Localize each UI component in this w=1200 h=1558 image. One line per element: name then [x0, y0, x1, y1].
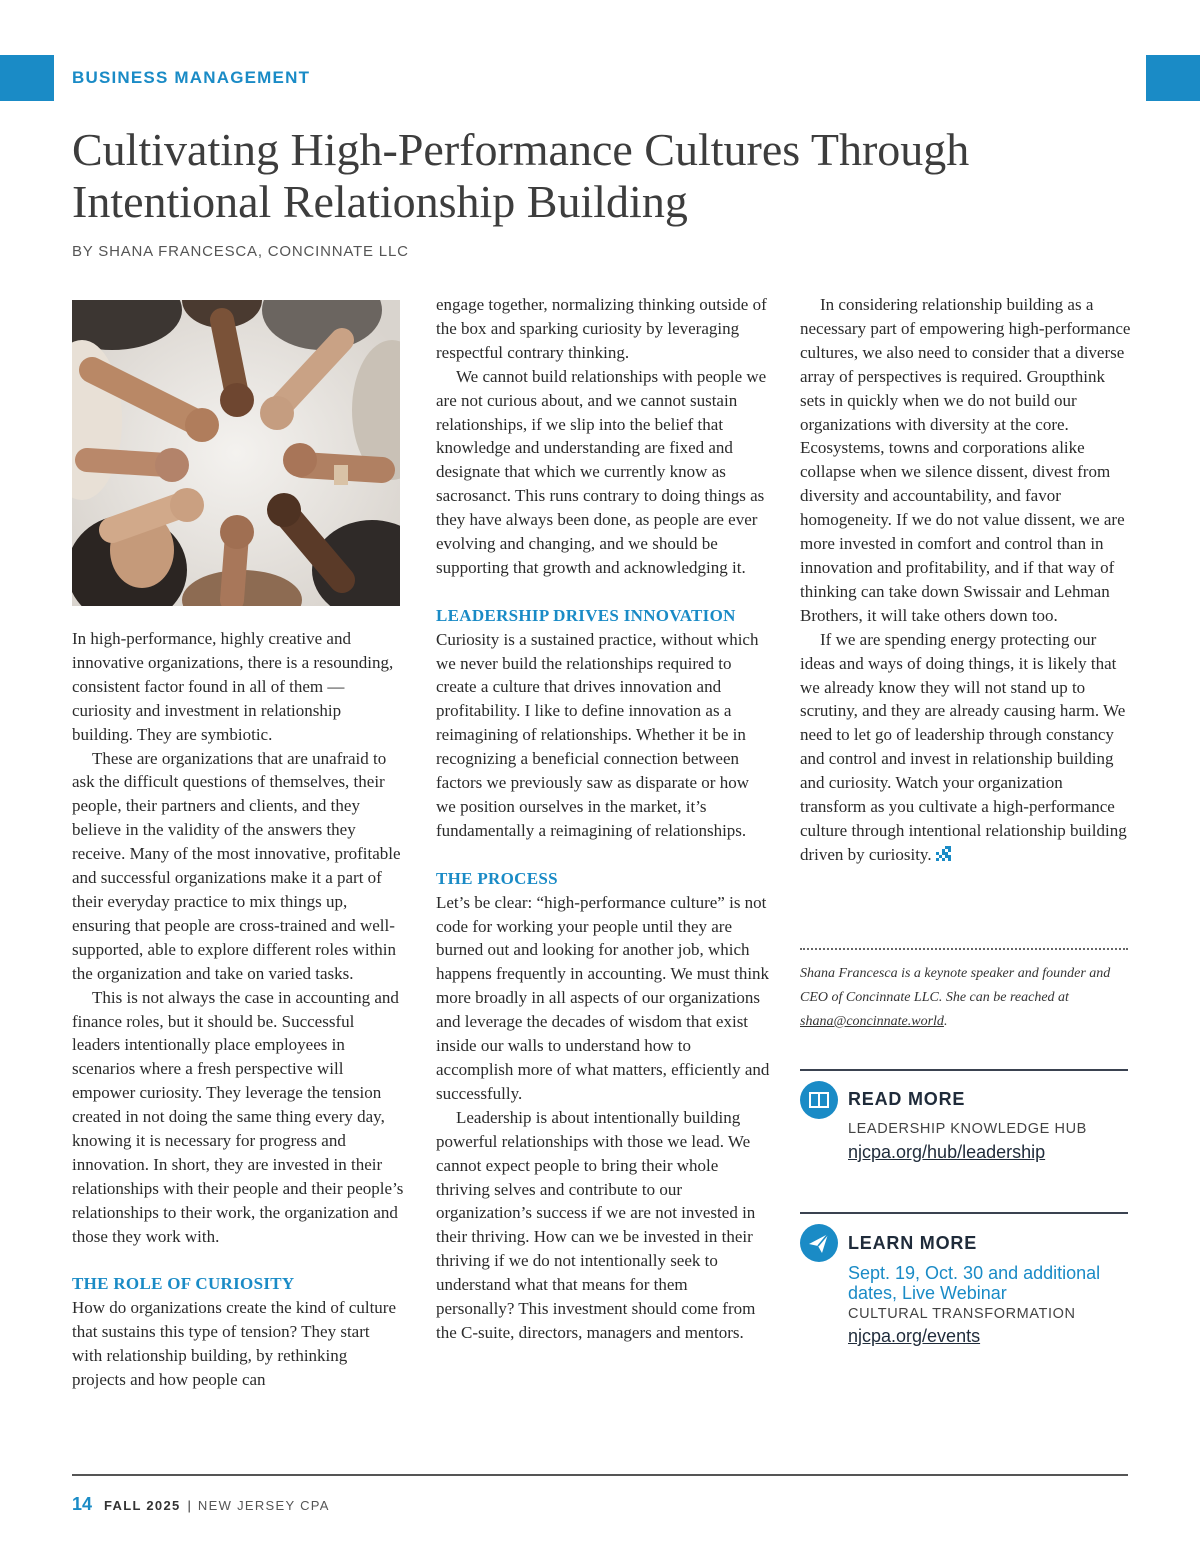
article-photo: [72, 300, 400, 606]
column-3: [800, 293, 1132, 867]
col2-paragraph-3: Curiosity is a sustained practice, without which we never build the relationships required to create a culture that drives innovation and profitability. I like to define innovation as a reimagining of relationships. Whether it be in recognizing a beneficial connection between factors we previously saw as disparate or how we position ourselves in the market, it’s fundamentally a reimagining of relationships.: [436, 629, 759, 840]
bio-divider: [800, 948, 1128, 950]
title-line-2: Intentional Relationship Building: [72, 176, 688, 227]
column-1: [72, 627, 404, 1392]
book-icon: [800, 1081, 838, 1119]
end-mark-icon: [936, 846, 951, 861]
paper-plane-icon: [800, 1224, 838, 1262]
hands-circle-illustration: [72, 300, 400, 606]
learn-more-caption: CULTURAL TRANSFORMATION: [848, 1306, 1076, 1322]
learn-more-rule: [800, 1212, 1128, 1214]
edge-tab-left: [0, 55, 54, 101]
learn-more-link[interactable]: njcpa.org/events: [848, 1326, 981, 1346]
col2-paragraph-5: Leadership is about intentionally building powerful relationships with those we lead. We cannot expect people to bring their whole thriving selves and contribute to our organization’s success if we are not invested in their thriving. How can we be invested in their thriving if we do not intentionally seek to understand what that means for them personally? This investment should come from the C-suite, directors, managers and mentors.: [436, 1107, 756, 1342]
author-email-link[interactable]: shana@concinnate.world: [800, 1014, 944, 1029]
col3-paragraph-2-text: If we are spending energy protecting our ideas and ways of doing things, it is likely that we already know they will not stand up to scrutiny, and they are already causing harm. We need to let go of leadership through constancy and control and invest in relationship building and curiosity. Watch your organization transform as you cultivate a high-performance culture through intentional relationship building driven by curiosity.: [800, 629, 1127, 864]
col3-paragraph-2: [800, 628, 1132, 867]
column-2: [436, 293, 770, 1345]
footer-rule: [72, 1474, 1128, 1476]
col2-paragraph-4: Let’s be clear: “high-performance culture” is not code for working your people until they are burned out and looking for another job, which happens frequently in accounting. We must think more broadly in all aspects of our organizations and leverage the decades of wisdom that exist inside our walls to understand how to accomplish more of what matters, efficiently and successfully.: [436, 892, 770, 1103]
col1-paragraph-3: This is not always the case in accounting and finance roles, but it should be. Successful leaders intentionally place employees in scenarios where a fresh perspective will empower curiosity. They leverage the tension created in not doing the same thing every day, knowing it is necessary for progress and innovation. In short, they are invested in their relationships with their people and their people’s relationships to their work, the organization and those they work with.: [72, 987, 404, 1246]
read-more-caption: LEADERSHIP KNOWLEDGE HUB: [848, 1121, 1087, 1137]
read-more-link[interactable]: njcpa.org/hub/leadership: [848, 1142, 1046, 1162]
author-bio: [800, 962, 1130, 1034]
learn-more-heading: LEARN MORE: [848, 1233, 977, 1253]
edge-tab-right: [1146, 55, 1200, 101]
issue-season: FALL 2025: [104, 1498, 181, 1513]
col1-paragraph-1: In high-performance, highly creative and innovative organizations, there is a resounding, consistent factor found in all of them — curiosity and investment in relationship building. They are symbiotic.: [72, 629, 394, 744]
read-more-rule: [800, 1069, 1128, 1071]
col3-paragraph-1: In considering relationship building as a necessary part of empowering high-performance cultures, we also need to consider that a diverse array of perspectives is required. Groupthink sets in quickly when we do not build our organizations with diversity at the core. Ecosystems, towns and corporations alike collapse when we silence dissent, divest from diversity and accountability, and favor homogeneity. If we do not value dissent, we are more invested in comfort and control than in innovation and profitability, and if that way of thinking can take down Swissair and Lehman Brothers, it will take others down too.: [800, 295, 1131, 625]
read-more-heading: READ MORE: [848, 1089, 966, 1109]
title-line-1: Cultivating High-Performance Cultures Through: [72, 124, 970, 175]
section-label: BUSINESS MANAGEMENT: [72, 68, 311, 87]
col2-paragraph-1: engage together, normalizing thinking outside of the box and sparking curiosity by leveraging respectful contrary thinking.: [436, 295, 767, 362]
article-title: [72, 124, 1132, 228]
col1-paragraph-2: These are organizations that are unafraid to ask the difficult questions of themselves, their people, their partners and clients, and they believe in the validity of the answers they receive. Many of the most innovative, profitable and successful organizations make it a part of their everyday practice to mix things up, ensuring that people are cross-trained and well-supported, able to explore different roles within the organization and take on varied tasks.: [72, 748, 401, 983]
byline: BY SHANA FRANCESCA, CONCINNATE LLC: [72, 243, 409, 260]
heading-the-process: THE PROCESS: [436, 868, 558, 888]
bio-text: Shana Francesca is a keynote speaker and founder and CEO of Concinnate LLC. She can be reached at: [800, 966, 1111, 1005]
heading-leadership-drives-innovation: LEADERSHIP DRIVES INNOVATION: [436, 605, 736, 625]
col2-paragraph-2: We cannot build relationships with people we are not curious about, and we cannot sustain relationships, if we slip into the belief that knowledge and understanding are fixed and designate that which we currently know as sacrosanct. This runs contrary to doing things as they have always been done, as people are ever evolving and changing, and we should be supporting that growth and acknowledging it.: [436, 366, 767, 577]
heading-role-of-curiosity: THE ROLE OF CURIOSITY: [72, 1274, 295, 1294]
page-footer: [72, 1494, 330, 1515]
bio-end: .: [943, 1014, 948, 1029]
col1-paragraph-4: How do organizations create the kind of culture that sustains this type of tension? They start with relationship building, by rethinking projects and how people can: [72, 1298, 396, 1390]
page-number: 14: [72, 1494, 93, 1514]
footer-separator: |: [187, 1498, 191, 1513]
magazine-name: NEW JERSEY CPA: [197, 1498, 330, 1513]
learn-more-dates: Sept. 19, Oct. 30 and additional dates, Live Webinar: [848, 1263, 1101, 1303]
